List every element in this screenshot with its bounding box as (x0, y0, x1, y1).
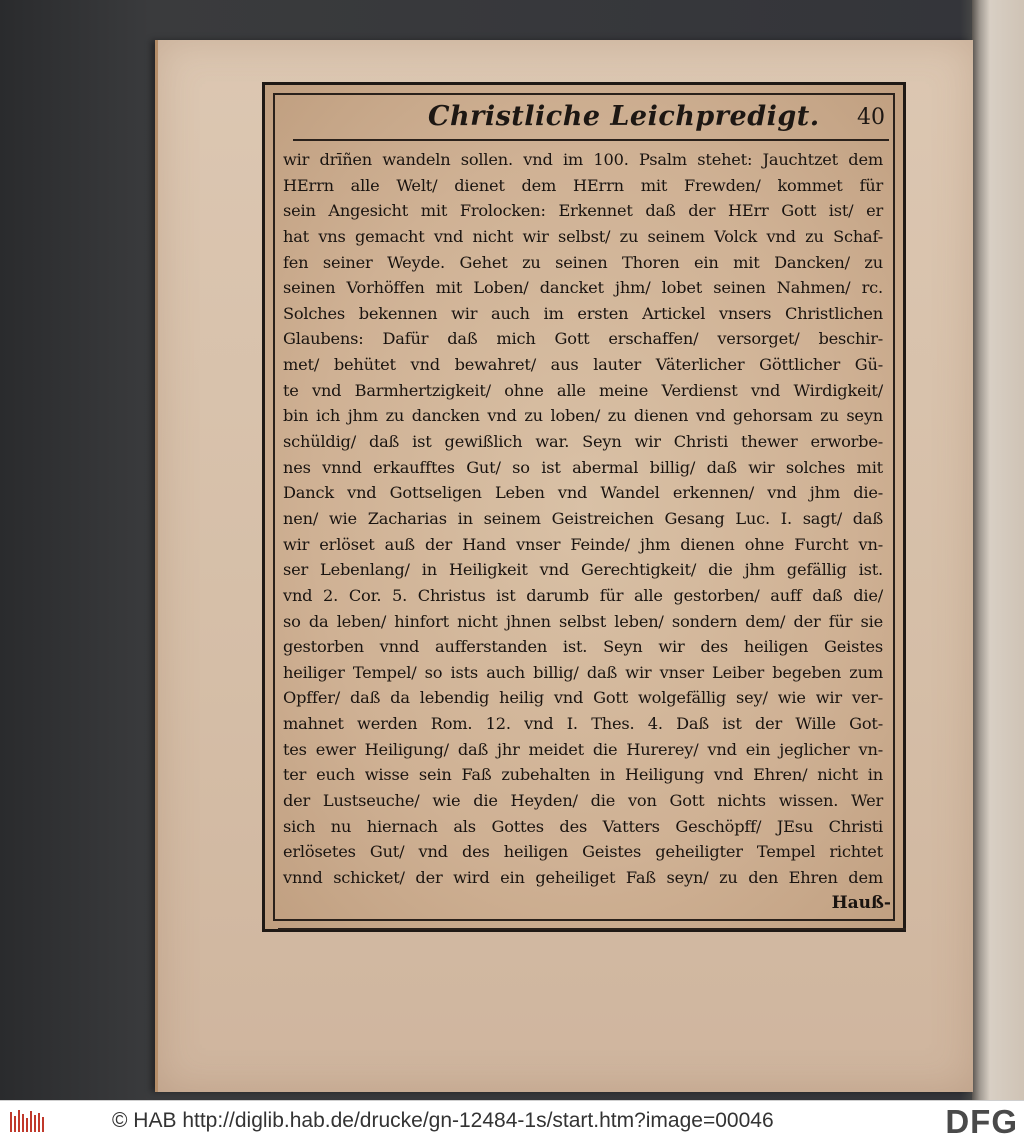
text-line: met/ behütet vnd bewahret/ aus lauter Väterlicher Göttlicher Gü- (283, 355, 883, 375)
text-line: Opffer/ daß da lebendig heilig vnd Gott wolgefällig sey/ wie wir ver- (283, 688, 883, 708)
text-line: bin ich jhm zu dancken vnd zu loben/ zu dienen vnd gehorsam zu seyn (283, 406, 883, 426)
text-line: heiliger Tempel/ so ists auch billig/ daß wir vnser Leiber begeben zum (283, 662, 883, 682)
text-line: sein Angesicht mit Frolocken: Erkennet daß der HErr Gott ist/ er (283, 201, 883, 221)
text-line: nen/ wie Zacharias in seinem Geistreichen Gesang Luc. I. sagt/ daß (283, 508, 883, 528)
page-title: Christliche Leichpredigt. (428, 101, 820, 132)
text-line: Solches bekennen wir auch im ersten Artickel vnsers Christlichen (283, 303, 883, 323)
footer-bar (0, 1100, 1024, 1142)
running-head (293, 99, 889, 141)
copyright-link[interactable]: © HAB http://diglib.hab.de/drucke/gn-12484-1s/start.htm?image=00046 (112, 1109, 774, 1132)
text-line: nes vnnd erkaufftes Gut/ so ist abermal billig/ daß wir solches mit (283, 457, 883, 477)
text-line: so da leben/ hinfort nicht jhnen selbst leben/ sondern dem/ der für sie (283, 611, 883, 631)
next-page-edge (972, 0, 1024, 1100)
text-line: hat vns gemacht vnd nicht wir selbst/ zu seinem Volck vnd zu Schaf- (283, 226, 883, 246)
text-line: ser Lebenlang/ in Heiligkeit vnd Gerechtigkeit/ die jhm gefällig ist. (283, 560, 883, 580)
text-line: der Lustseuche/ wie die Heyden/ die von Gott nichts wissen. Wer (283, 791, 883, 811)
text-line: sich nu hiernach als Gottes des Vatters Geschöpff/ JEsu Christi (283, 816, 883, 836)
text-line: schüldig/ daß ist gewißlich war. Seyn wir Christi thewer erworbe- (283, 432, 883, 452)
text-line: mahnet werden Rom. 12. vnd I. Thes. 4. Daß ist der Wille Got- (283, 714, 883, 734)
text-line: Danck vnd Gottseligen Leben vnd Wandel erkennen/ vnd jhm die- (283, 483, 883, 503)
text-line: te vnd Barmhertzigkeit/ ohne alle meine Verdienst vnd Wirdigkeit/ (283, 380, 883, 400)
text-line: fen seiner Weyde. Gehet zu seinen Thoren ein mit Dancken/ zu (283, 252, 883, 272)
text-line: seinen Vorhöffen mit Loben/ dancket jhm/ lobet seinen Nahmen/ rc. (283, 278, 883, 298)
text-line: vnd 2. Cor. 5. Christus ist darumb für alle gestorben/ auff daß die/ (283, 585, 883, 605)
body-text (283, 147, 883, 891)
text-line: tes ewer Heiligung/ daß jhr meidet die Hurerey/ vnd ein jeglicher vn- (283, 739, 883, 759)
text-line: wir drīñen wandeln sollen. vnd im 100. Psalm stehet: Jauchtzet dem (283, 150, 883, 169)
text-line: Glaubens: Dafür daß mich Gott erschaffen/ versorget/ beschir- (283, 329, 883, 349)
bottom-rule (278, 928, 906, 930)
text-line: vnnd schicket/ der wird ein geheiliget Faß seyn/ zu den Ehren dem (283, 867, 883, 887)
text-line: wir erlöset auß der Hand vnser Feinde/ jhm dienen ohne Furcht vn- (283, 534, 883, 554)
hab-logo-icon (8, 1108, 48, 1136)
text-frame (262, 82, 906, 932)
text-line: ter euch wisse sein Faß zubehalten in Heiligung vnd Ehren/ nicht in (283, 765, 883, 785)
dfg-logo: DFG (945, 1103, 1018, 1140)
text-line: gestorben vnnd aufferstanden ist. Seyn wir des heiligen Geistes (283, 637, 883, 657)
catchword: Hauß- (831, 893, 891, 913)
text-line: HErrn alle Welt/ dienet dem HErrn mit Frewden/ kommet für (283, 175, 883, 195)
page-number: 40 (857, 105, 885, 130)
text-line: erlösetes Gut/ vnd des heiligen Geistes geheiligter Tempel richtet (283, 842, 883, 862)
